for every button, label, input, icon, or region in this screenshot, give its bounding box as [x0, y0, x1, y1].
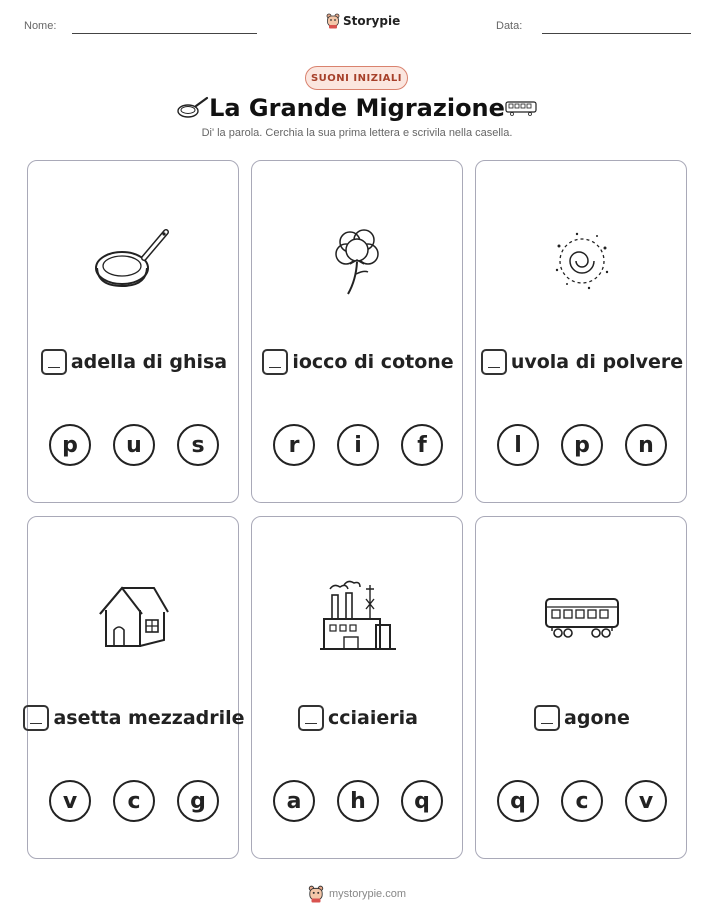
letter-choice[interactable]: s	[177, 424, 219, 466]
card-picture	[476, 577, 688, 657]
letter-choice[interactable]: c	[113, 780, 155, 822]
letter-choice[interactable]: p	[561, 424, 603, 466]
word-row	[252, 705, 464, 731]
train-car-icon	[505, 100, 537, 116]
letter-choice[interactable]: p	[49, 424, 91, 466]
card-picture	[476, 221, 688, 301]
answer-box[interactable]	[298, 705, 324, 731]
letter-choice[interactable]: i	[337, 424, 379, 466]
word-text: iocco di cotone	[292, 351, 454, 373]
instructions: Di' la parola. Cerchia la sua prima lettera e scrivila nella casella.	[201, 127, 513, 139]
letter-choice[interactable]: c	[561, 780, 603, 822]
factory-icon	[320, 579, 396, 655]
word-text: asetta mezzadrile	[53, 707, 245, 729]
title-row	[0, 92, 714, 126]
word-card	[27, 160, 239, 503]
date-line[interactable]	[542, 33, 691, 34]
word-card	[251, 516, 463, 859]
letter-choices	[252, 780, 464, 822]
answer-box[interactable]	[41, 349, 67, 375]
word-row	[476, 349, 688, 375]
name-line[interactable]	[72, 33, 257, 34]
letter-choices	[28, 424, 240, 466]
card-picture	[28, 577, 240, 657]
letter-choice[interactable]: q	[401, 780, 443, 822]
train-car-icon	[544, 595, 620, 639]
worksheet-header	[0, 0, 714, 50]
house-icon	[96, 582, 172, 652]
storypie-mascot-icon	[326, 13, 340, 29]
word-row	[28, 349, 240, 375]
letter-choice[interactable]: n	[625, 424, 667, 466]
word-card	[27, 516, 245, 859]
word-text: agone	[564, 707, 630, 729]
card-picture	[28, 221, 240, 301]
card-picture	[252, 577, 464, 657]
date-label: Data:	[496, 20, 523, 32]
letter-choices	[252, 424, 464, 466]
letter-choice[interactable]: r	[273, 424, 315, 466]
letter-choice[interactable]: a	[273, 780, 315, 822]
word-card	[475, 516, 687, 859]
letter-choices	[476, 780, 688, 822]
page-title: La Grande Migrazione	[209, 94, 505, 122]
name-label: Nome:	[24, 20, 57, 32]
footer	[0, 885, 714, 903]
letter-choice[interactable]: v	[49, 780, 91, 822]
answer-box[interactable]	[534, 705, 560, 731]
word-row	[252, 349, 464, 375]
frying-pan-icon	[94, 224, 174, 298]
answer-box[interactable]	[262, 349, 288, 375]
brand-logo	[326, 13, 400, 29]
footer-url[interactable]: mystorypie.com	[328, 888, 407, 900]
word-card	[251, 160, 463, 503]
letter-choice[interactable]: v	[625, 780, 667, 822]
letter-choice[interactable]: h	[337, 780, 379, 822]
letter-choices	[476, 424, 688, 466]
letter-choice[interactable]: f	[401, 424, 443, 466]
answer-box[interactable]	[23, 705, 49, 731]
storypie-mascot-icon	[308, 885, 324, 903]
topic-badge: SUONI INIZIALI	[305, 66, 408, 90]
word-row	[28, 705, 245, 731]
dust-cloud-icon	[547, 226, 617, 296]
word-text: uvola di polvere	[510, 351, 684, 373]
word-text: cciaieria	[328, 707, 418, 729]
word-row	[476, 705, 688, 731]
letter-choice[interactable]: u	[113, 424, 155, 466]
letter-choice[interactable]: q	[497, 780, 539, 822]
letter-choices	[28, 780, 240, 822]
answer-box[interactable]	[481, 349, 507, 375]
word-text: adella di ghisa	[70, 351, 228, 373]
letter-choice[interactable]: l	[497, 424, 539, 466]
letter-choice[interactable]: g	[177, 780, 219, 822]
cotton-flower-icon	[328, 224, 388, 298]
card-picture	[252, 221, 464, 301]
brand-name: Storypie	[343, 14, 401, 28]
word-card	[475, 160, 687, 503]
